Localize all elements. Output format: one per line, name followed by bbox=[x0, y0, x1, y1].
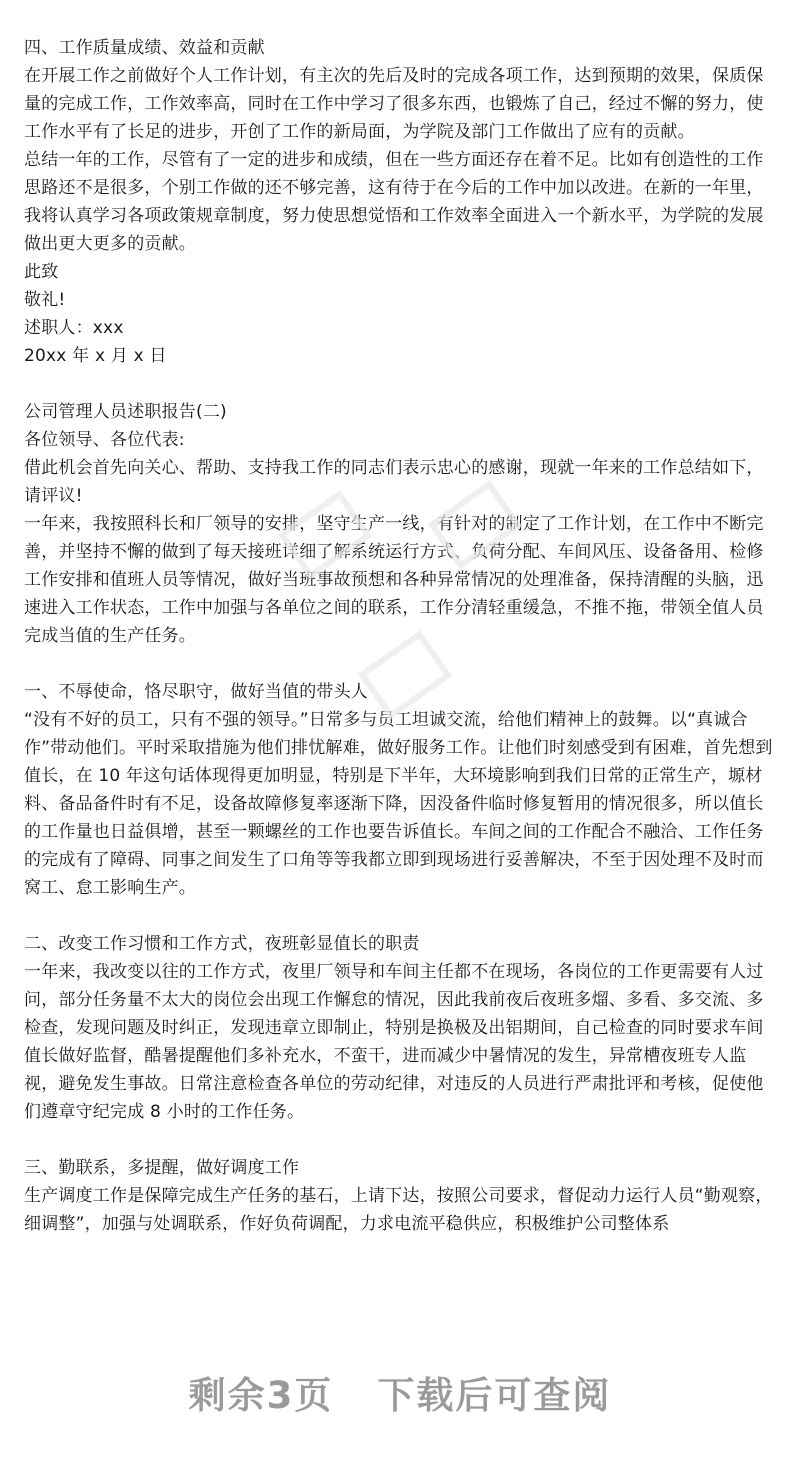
paragraph: “没有不好的员工，只有不强的领导。”日常多与员工坦诚交流，给他们精神上的鼓舞。以“真诚合作”带动他们。平时采取措施为他们排忧解难，做好服务工作。让他们时刻感受到有困难，首先想到值长，在 10 年这句话体现得更加明显，特别是下半年，大环境影响到我们日常的正常生产，塬材料、备品备件时有不足，设备故障修复率逐渐下降，因没备件临时修复暂用的情况很多，所以值长的工作量也日益俱增，甚至一颗螺丝的工作也要告诉值长。车间之间的工作配合不融洽、工作任务的完成有了障碍、同事之间发生了口角等等我都立即到现场进行妥善解决，不至于因处理不及时而窝工、怠工影响生产。 bbox=[24, 710, 773, 898]
closing-salute: 敬礼! bbox=[24, 290, 66, 310]
blank-line bbox=[24, 902, 780, 930]
closing-line: 此致 bbox=[24, 262, 59, 282]
blank-line bbox=[24, 370, 780, 398]
section-heading: 一、不辱使命，恪尽职守，做好当值的带头人 bbox=[24, 682, 368, 702]
download-prompt[interactable] bbox=[0, 1365, 800, 1419]
section-heading: 四、工作质量成绩、效益和贡献 bbox=[24, 38, 265, 58]
signature-line: 述职人：xxx bbox=[24, 318, 124, 338]
section-heading: 二、改变工作习惯和工作方式，夜班彰显值长的职责 bbox=[24, 934, 420, 954]
document-body bbox=[24, 34, 780, 1238]
blank-line bbox=[24, 1126, 780, 1154]
paragraph: 借此机会首先向关心、帮助、支持我工作的同志们表示忠心的感谢，现就一年来的工作总结如下，请评议! bbox=[24, 458, 764, 506]
paragraph: 一年来，我按照科长和厂领导的安排，坚守生产一线，有针对的制定了工作计划，在工作中不断完善，并坚持不懈的做到了每天接班详细了解系统运行方式、负荷分配、车间风压、设备备用、检修工作安排和值班人员等情况，做好当班事故预想和各种异常情况的处理准备，保持清醒的头脑，迅速进入工作状态，工作中加强与各单位之间的联系，工作分清轻重缓急，不推不拖，带领全值人员完成当值的生产任务。 bbox=[24, 514, 764, 646]
download-to-view-label: 下载后可查阅 bbox=[377, 1374, 612, 1417]
paragraph: 生产调度工作是保障完成生产任务的基石，上请下达，按照公司要求，督促动力运行人员“勤观察，细调整”，加强与处调联系，作好负荷调配，力求电流平稳供应，积极维护公司整体系 bbox=[24, 1186, 773, 1234]
paragraph: 总结一年的工作，尽管有了一定的进步和成绩，但在一些方面还存在着不足。比如有创造性的工作思路还不是很多，个别工作做的还不够完善，这有待于在今后的工作中加以改进。在新的一年里，我将认真学习各项政策规章制度，努力使思想觉悟和工作效率全面进入一个新水平，为学院的发展做出更大更多的贡献。 bbox=[24, 150, 764, 254]
remaining-pages-label: 剩余3页 bbox=[188, 1374, 334, 1417]
paragraph: 在开展工作之前做好个人工作计划，有主次的先后及时的完成各项工作，达到预期的效果，保质保量的完成工作，工作效率高，同时在工作中学习了很多东西，也锻炼了自己，经过不懈的努力，使工作水平有了长足的进步，开创了工作的新局面，为学院及部门工作做出了应有的贡献。 bbox=[24, 66, 764, 142]
salutation: 各位领导、各位代表: bbox=[24, 430, 185, 450]
date-line: 20xx 年 x 月 x 日 bbox=[24, 346, 167, 366]
blank-line bbox=[24, 650, 780, 678]
paragraph: 一年来，我改变以往的工作方式，夜里厂领导和车间主任都不在现场，各岗位的工作更需要有人过问，部分任务量不太大的岗位会出现工作懈怠的情况，因此我前夜后夜班多熘、多看、多交流、多检查，发现问题及时纠正，发现违章立即制止，特别是换极及出铝期间，自己检查的同时要求车间值长做好监督，酷暑提醒他们多补充水，不蛮干，进而减少中暑情况的发生，异常槽夜班专人监视，避免发生事故。日常注意检查各单位的劳动纪律，对违反的人员进行严肃批评和考核，促使他们遵章守纪完成 8 小时的工作任务。 bbox=[24, 962, 764, 1122]
report-title: 公司管理人员述职报告(二) bbox=[24, 402, 227, 422]
section-heading: 三、勤联系，多提醒，做好调度工作 bbox=[24, 1158, 300, 1178]
